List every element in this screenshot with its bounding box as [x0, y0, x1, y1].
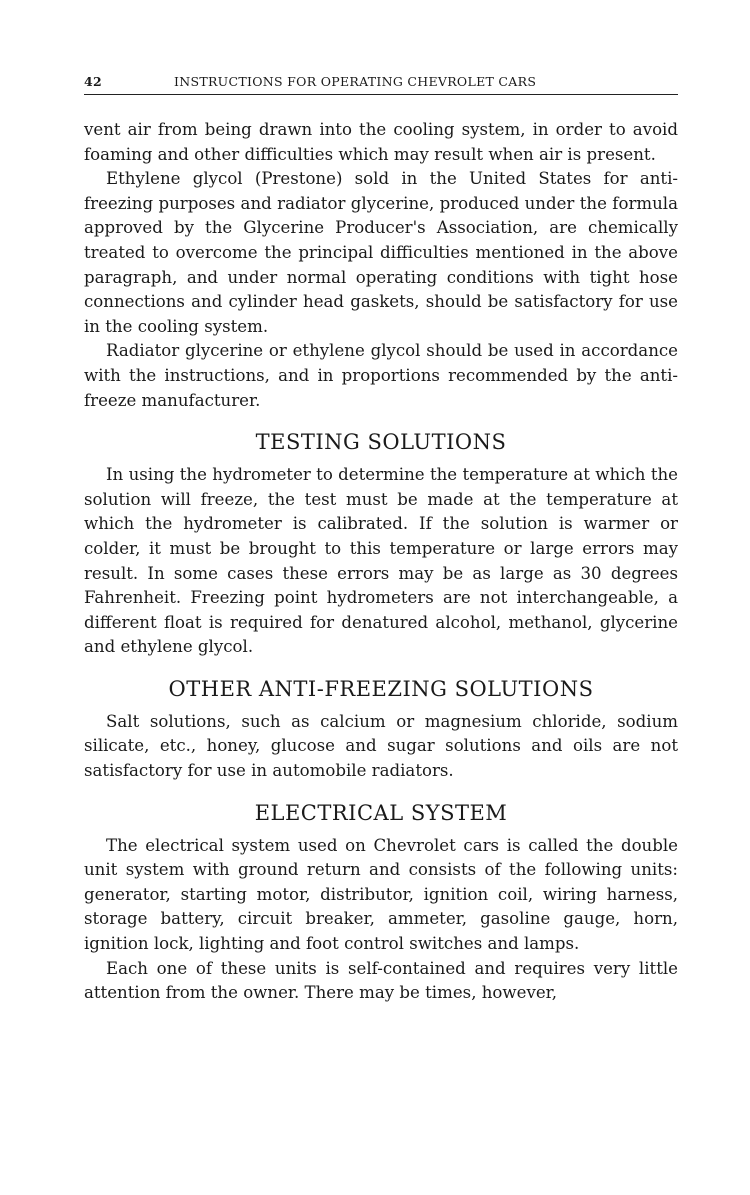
heading-electrical-system: ELECTRICAL SYSTEM [254, 800, 508, 825]
paragraph-ethylene-glycol: Ethylene glycol (Prestone) sold in the United States for anti-freezing purposes and radiator glycerine, produced under the formula approved by the Glycerine Producer's Association, are chemically treated to overcome the principal difficulties mentioned in the above paragraph, and under normal operating conditions with tight hose connections and cylinder head gaskets, should be satisfactory for use in the cooling system. [84, 169, 678, 336]
paragraph-continued: vent air from being drawn into the cooling system, in order to avoid foaming and other difficulties which may result when air is present. [84, 120, 678, 164]
page-number: 42 [84, 74, 102, 89]
running-title: INSTRUCTIONS FOR OPERATING CHEVROLET CARS [174, 74, 537, 89]
paragraph-salt-solutions: Salt solutions, such as calcium or magnesium chloride, sodium silicate, etc., honey, glucose and sugar solutions and oils are not satisfactory for use in automobile radiators. [84, 711, 678, 781]
page-body [84, 118, 678, 1006]
paragraph-self-contained: Each one of these units is self-contained and requires very little attention from the owner. There may be times, however, [84, 958, 678, 1003]
page-header [84, 74, 678, 95]
heading-testing-solutions: TESTING SOLUTIONS [255, 430, 507, 455]
paragraph-hydrometer: In using the hydrometer to determine the temperature at which the solution will freeze, the test must be made at the temperature at which the hydrometer is calibrated. If the solution is warmer or colder, it must be brought to this temperature or large errors may result. In some cases these errors may be as large as 30 degrees Fahrenheit. Freezing point hydrometers are not interchangeable, a different float is required for denatured alcohol, methanol, glycerine and ethylene glycol. [84, 465, 678, 657]
paragraph-electrical-units: The electrical system used on Chevrolet cars is called the double unit system with ground return and consists of the following units: generator, starting motor, distributor, ignition coil, wiring harness, storage battery, circuit breaker, ammeter, gasoline gauge, horn, ignition lock, lighting and foot control switches and lamps. [84, 835, 678, 954]
heading-other-anti-freezing: OTHER ANTI-FREEZING SOLUTIONS [168, 676, 594, 701]
paragraph-radiator-glycerine: Radiator glycerine or ethylene glycol should be used in accordance with the instructions, and in proportions recommended by the anti-freeze manufacturer. [84, 341, 678, 410]
